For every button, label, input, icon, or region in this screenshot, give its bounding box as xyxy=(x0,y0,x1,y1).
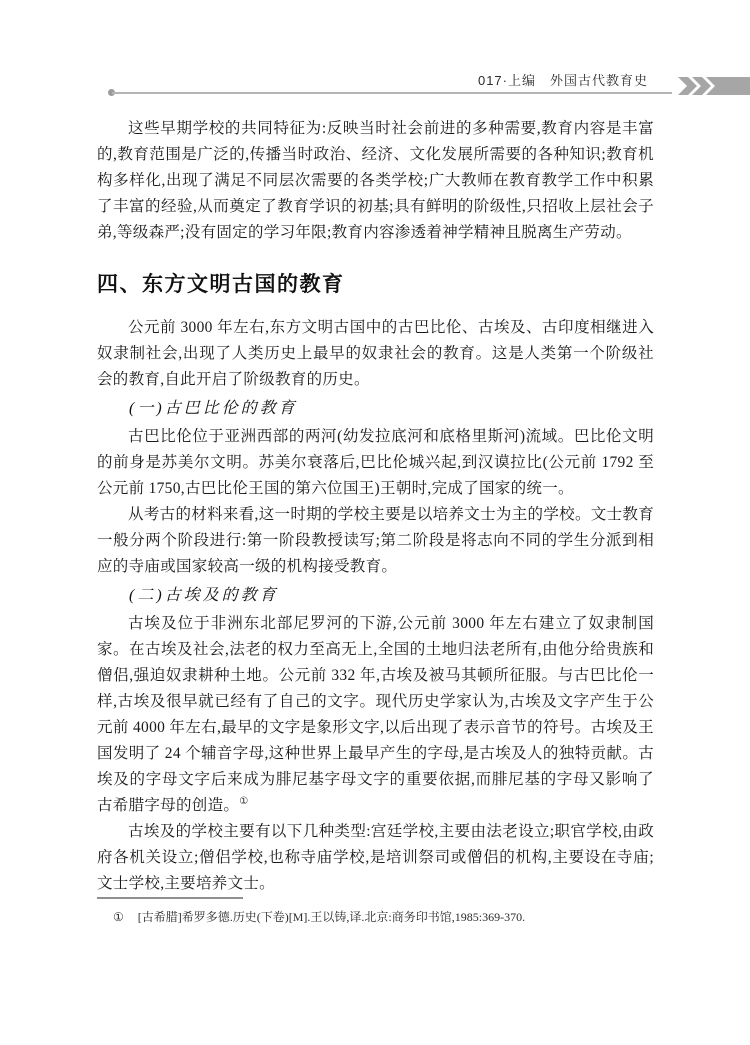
paragraph-egypt-history-text: 古埃及位于非洲东北部尼罗河的下游,公元前 3000 年左右建立了奴隶制国家。在古埃及社会,法老的权力至高无上,全国的土地归法老所有,由他分给贵族和僧侣,强迫奴隶耕种土地。公元前 332 年,古埃及被马其顿所征服。与古巴比伦一样,古埃及很早就已经有了自己的文字。现代历史学家认为,古埃及文字产生于公元前 4000 年左右,最早的文字是象形文字,以后出现了表示音节的符号。古埃及王国发明了 24 个辅音字母,这种世界上最早产生的字母,是古埃及人的独特贡献。古埃及的字母文字后来成为腓尼基字母文字的重要依据,而腓尼基的字母又影响了古希腊字母的创造。 xyxy=(97,615,654,814)
subsection-title-egypt: (二)古埃及的教育 xyxy=(129,587,279,604)
double-chevron-icon xyxy=(676,76,750,96)
footnote-reference-mark: ① xyxy=(239,795,249,807)
paragraph-slave-society-intro: 公元前 3000 年左右,东方文明古国中的古巴比伦、古埃及、古印度相继进入奴隶制社会,出现了人类历史上最早的奴隶社会的教育。这是人类第一个阶级社会的教育,自此开启了阶级教育的历史。 xyxy=(97,319,654,388)
footnote-separator xyxy=(97,897,243,899)
paragraph-egypt-school-types: 古埃及的学校主要有以下几种类型:宫廷学校,主要由法老设立;职官学校,由政府各机关设立;僧侣学校,也称寺庙学校,是培训祭司或僧侣的机构,主要设在寺庙;文士学校,主要培养文士。 xyxy=(97,823,654,892)
paragraph-babylon-schools: 从考古的材料来看,这一时期的学校主要是以培养文士为主的学校。文士教育一般分两个阶段进行:第一阶段教授读写;第二阶段是将志向不同的学生分派到相应的寺庙或国家较高一级的机构接受教育。 xyxy=(97,506,654,575)
head-rule xyxy=(112,92,672,94)
paragraph-babylon-geography: 古巴比伦位于亚洲西部的两河(幼发拉底河和底格里斯河)流域。巴比伦文明的前身是苏美尔文明。苏美尔衰落后,巴比伦城兴起,到汉谟拉比(公元前 1792 至公元前 1750,古巴比伦王国的第六位国王)王朝时,完成了国家的统一。 xyxy=(97,428,654,497)
section-title-oriental-civilizations: 四、东方文明古国的教育 xyxy=(97,273,345,296)
running-head: 017·上编 外国古代教育史 xyxy=(477,73,648,88)
paragraph-egypt-history xyxy=(97,611,654,819)
subsection-title-babylon: (一)古巴比伦的教育 xyxy=(129,400,298,417)
paragraph-school-features: 这些早期学校的共同特征为:反映当时社会前进的多种需要,教育内容是丰富的,教育范围是广泛的,传播当时政治、经济、文化发展所需要的各种知识;教育机构多样化,出现了满足不同层次需要的各类学校;广大教师在教育教学工作中积累了丰富的经验,从而奠定了教育学识的初基;具有鲜明的阶级性,只招收上层社会子弟,等级森严;没有固定的学习年限;教育内容渗透着神学精神且脱离生产劳动。 xyxy=(97,120,654,241)
footnote xyxy=(113,908,653,926)
footnote-mark: ① xyxy=(113,910,124,924)
text-column xyxy=(97,116,654,897)
footnote-text: [古希腊]希罗多德.历史(下卷)[M].王以铸,译.北京:商务印书馆,1985:369-370. xyxy=(137,910,526,924)
